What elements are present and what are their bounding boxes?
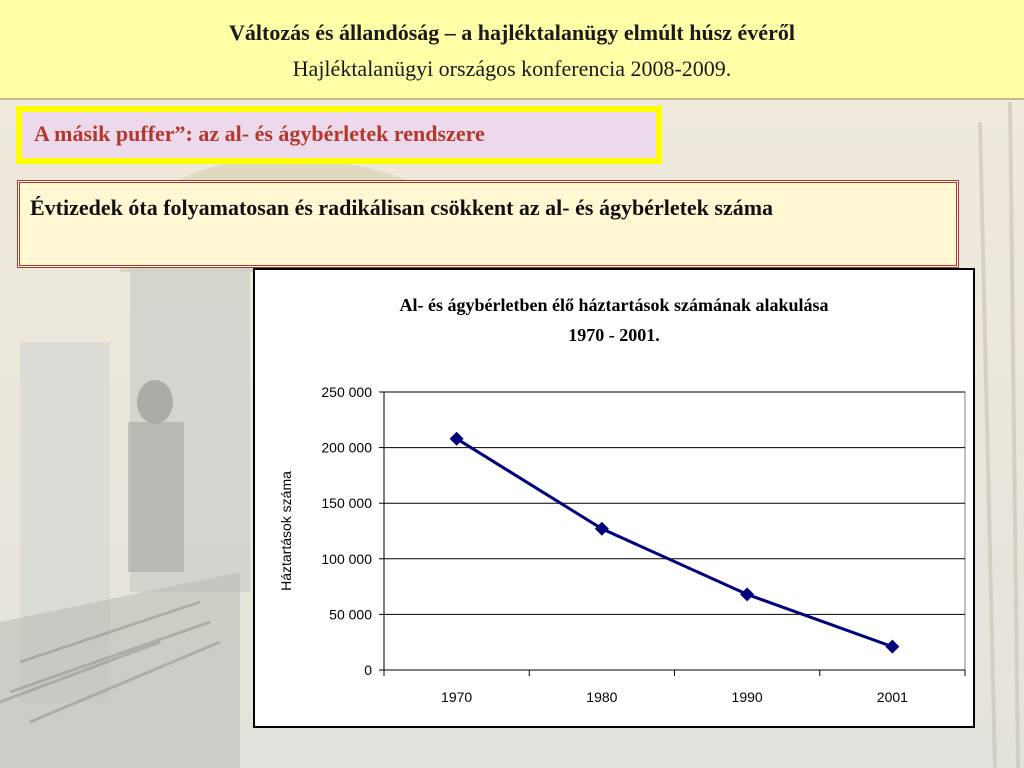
line-chart — [255, 270, 973, 726]
y-tick-label: 200 000 — [321, 439, 372, 456]
x-tick-label: 1970 — [441, 689, 473, 705]
y-tick-label: 100 000 — [321, 550, 372, 567]
series-line — [457, 439, 893, 647]
x-tick-label: 2001 — [876, 689, 908, 705]
chart-title-line1: Al- és ágybérletben élő háztartások számának alakulása — [399, 295, 829, 315]
data-point-marker — [740, 587, 754, 601]
plot-area — [384, 392, 965, 670]
x-tick-label: 1980 — [586, 689, 618, 705]
y-tick-label: 150 000 — [321, 495, 372, 512]
y-axis-label: Háztartások száma — [278, 471, 294, 591]
slide-header — [0, 0, 1024, 100]
statement-box: Évtizedek óta folyamatosan és radikálisan csökkent az al- és ágybérletek száma — [17, 180, 959, 268]
x-tick-label: 1990 — [731, 689, 763, 705]
y-tick-label: 50 000 — [329, 606, 372, 623]
data-point-marker — [450, 432, 464, 446]
data-point-marker — [595, 522, 609, 536]
chart-container — [253, 268, 975, 728]
section-title-frame — [16, 106, 662, 164]
y-tick-label: 250 000 — [321, 384, 372, 400]
y-tick-label: 0 — [364, 662, 372, 678]
section-title: A másik puffer”: az al- és ágybérletek rendszere — [22, 112, 656, 158]
slide-title: Változás és állandóság – a hajléktalanügy elmúlt húsz évéről — [229, 20, 795, 45]
data-point-marker — [885, 640, 899, 654]
slide-subtitle: Hajléktalanügyi országos konferencia 2008-2009. — [292, 56, 732, 81]
chart-title-line2: 1970 - 2001. — [568, 325, 660, 345]
